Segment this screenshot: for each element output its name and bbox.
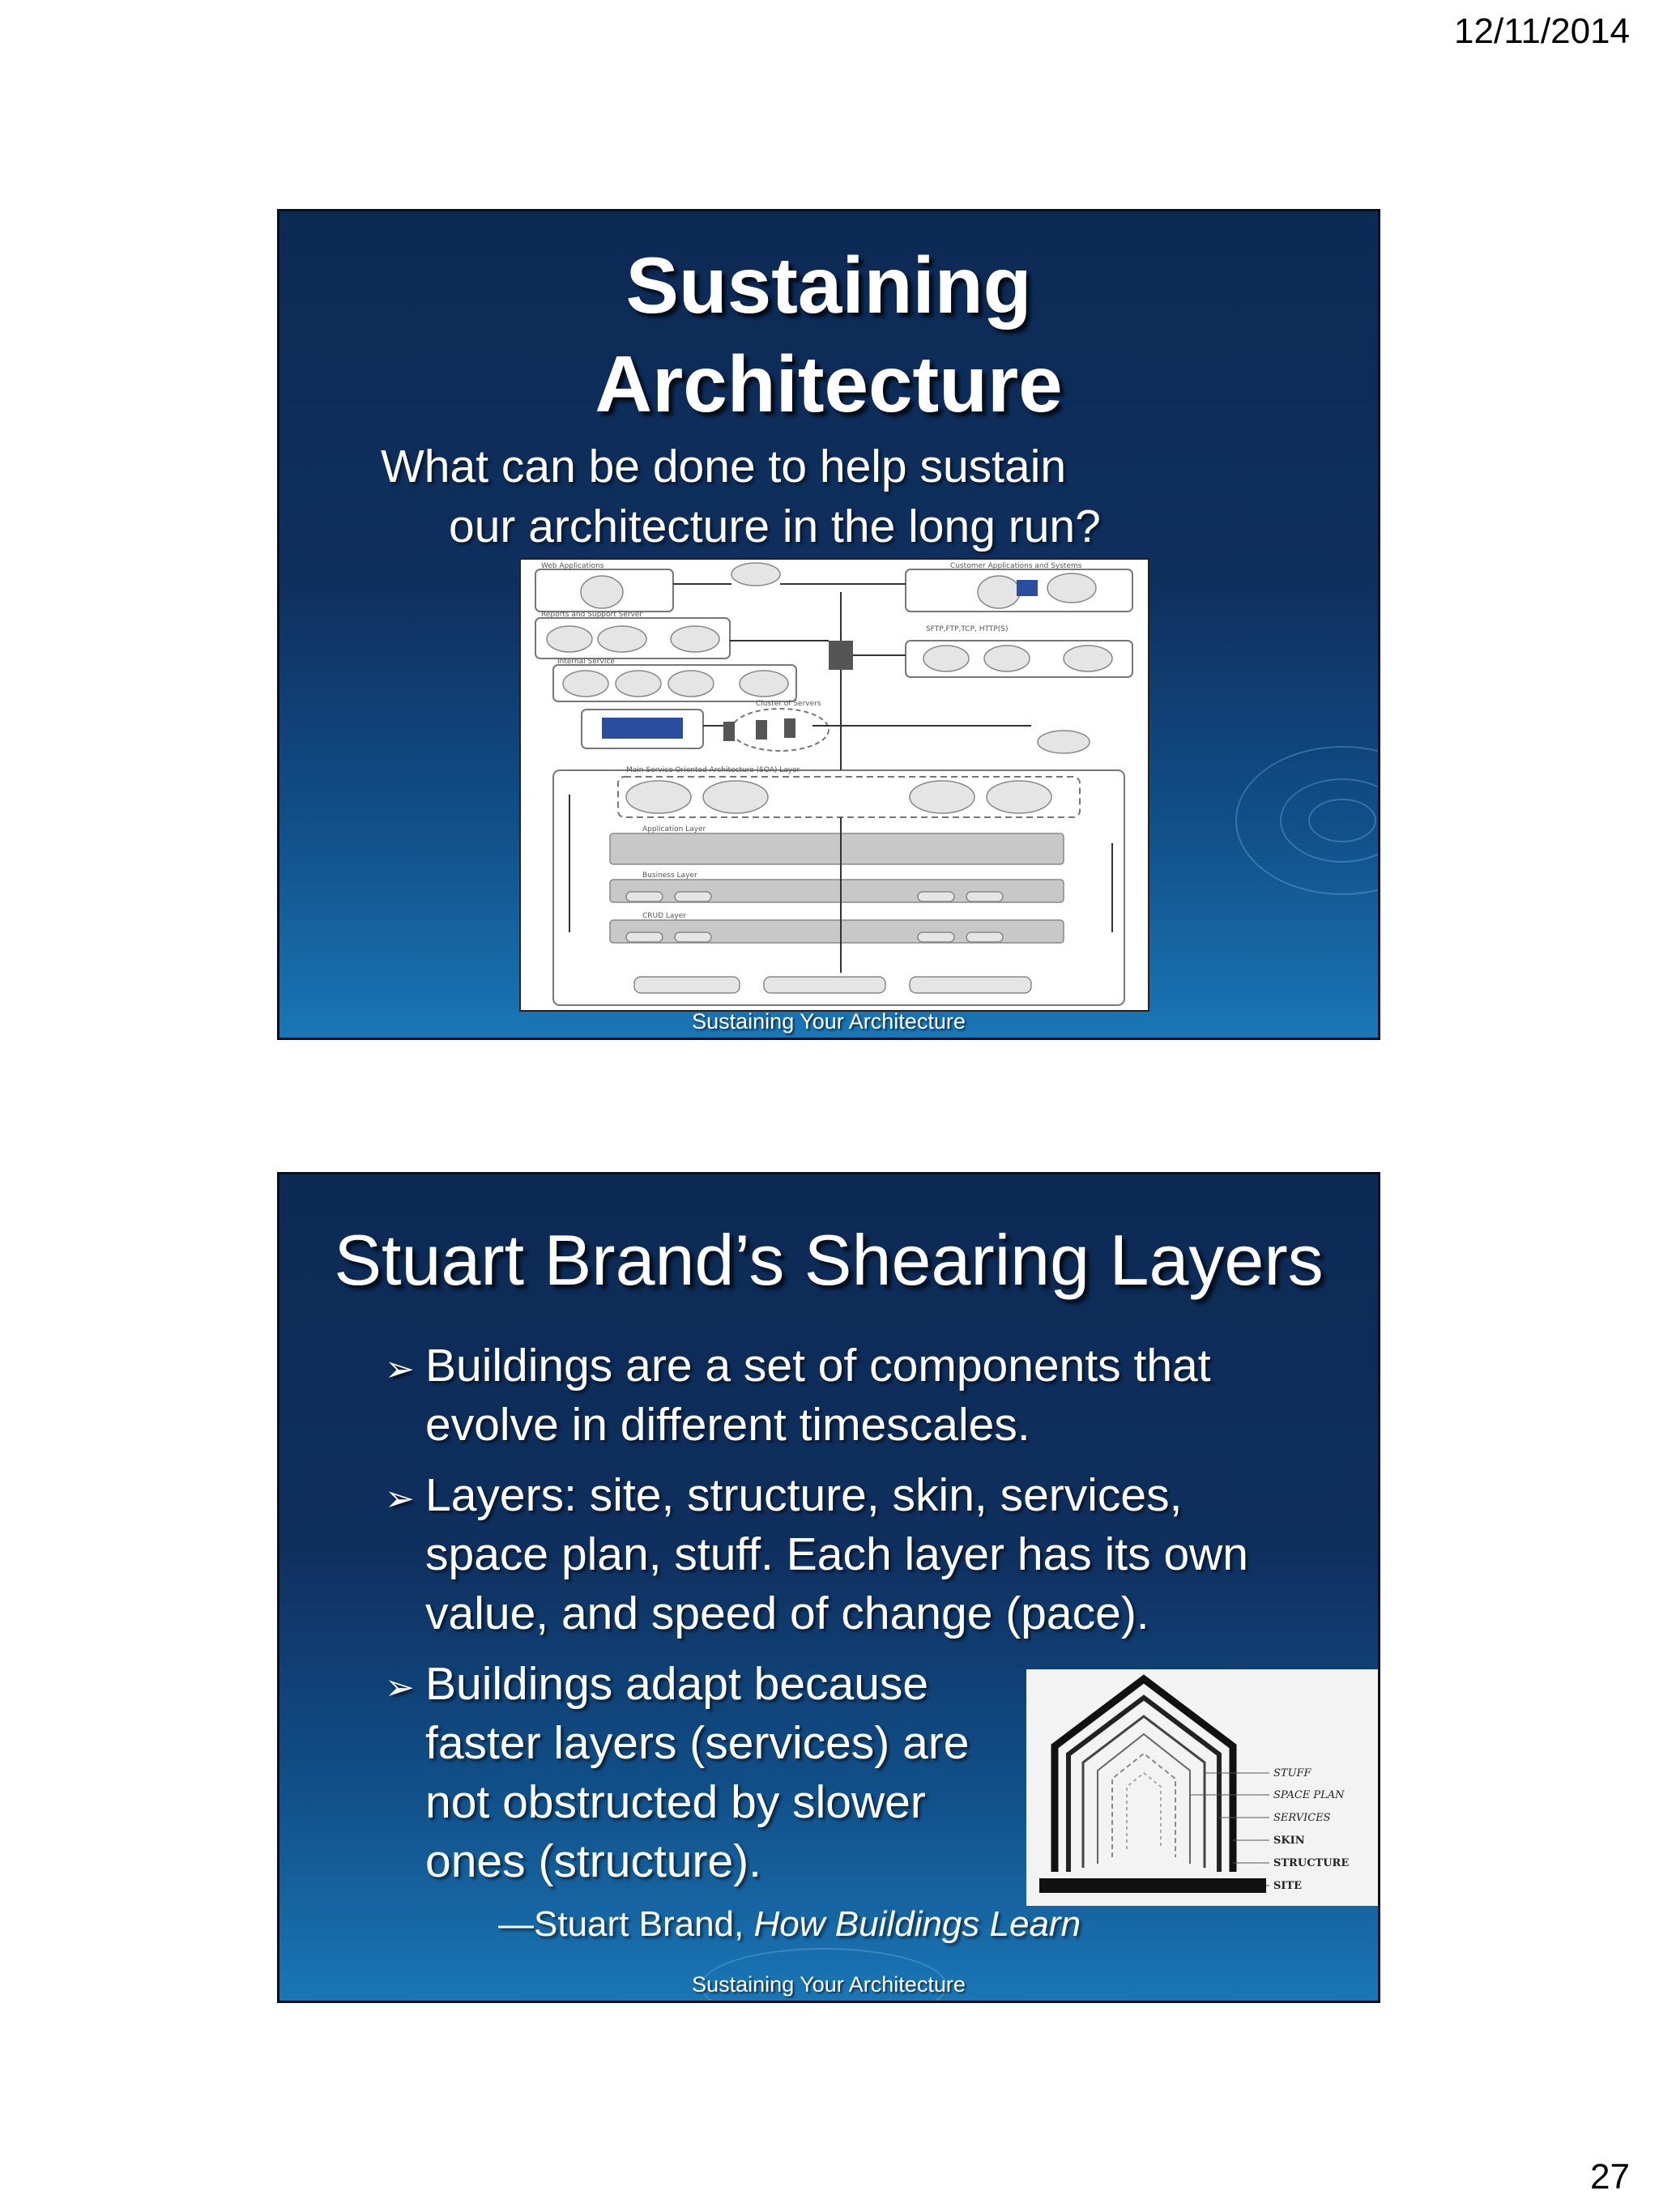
bullet-line: faster layers (services) are bbox=[425, 1717, 970, 1769]
svg-text:Reports and Support Server: Reports and Support Server bbox=[541, 611, 643, 619]
bullet-item bbox=[385, 1336, 1357, 1455]
title-line: Architecture bbox=[595, 339, 1063, 428]
question-line: our architecture in the long run? bbox=[449, 501, 1101, 552]
page-number: 27 bbox=[1590, 2157, 1630, 2197]
bullet-item bbox=[385, 1655, 1041, 1891]
slide-sustaining-architecture bbox=[277, 209, 1380, 1040]
svg-text:SFTP,FTP,TCP, HTTP(S): SFTP,FTP,TCP, HTTP(S) bbox=[926, 625, 1009, 633]
shearing-layers-image bbox=[1026, 1669, 1380, 1906]
arrow-bullet-icon: ➢ bbox=[385, 1479, 415, 1519]
bullet-line: Buildings adapt because bbox=[425, 1658, 929, 1710]
arrow-bullet-icon: ➢ bbox=[385, 1668, 415, 1707]
citation-author: —Stuart Brand, bbox=[498, 1904, 754, 1944]
ripple-decoration bbox=[1235, 746, 1380, 895]
layer-label-structure: STRUCTURE bbox=[1273, 1857, 1350, 1869]
bullet-line: evolve in different timescales. bbox=[425, 1399, 1030, 1451]
slide-shearing-layers bbox=[277, 1172, 1380, 2003]
svg-text:Internal Service: Internal Service bbox=[557, 658, 615, 666]
svg-text:CRUD Layer: CRUD Layer bbox=[642, 912, 687, 920]
bullet-line: not obstructed by slower bbox=[425, 1776, 926, 1828]
slide-title: Stuart Brand’s Shearing Layers bbox=[334, 1220, 1324, 1300]
bullet-item bbox=[385, 1466, 1357, 1643]
bullet-line: Buildings are a set of components that bbox=[425, 1340, 1211, 1392]
bullet-line: value, and speed of change (pace). bbox=[425, 1588, 1149, 1639]
slide-title bbox=[279, 236, 1378, 433]
title-line: Sustaining bbox=[625, 241, 1032, 330]
layer-label-space-plan: SPACE PLAN bbox=[1273, 1789, 1345, 1801]
layer-label-services: SERVICES bbox=[1273, 1812, 1331, 1824]
svg-text:Cluster of Servers: Cluster of Servers bbox=[756, 700, 821, 708]
svg-text:Application Layer: Application Layer bbox=[642, 825, 706, 833]
slide-footer: Sustaining Your Architecture bbox=[692, 1972, 966, 1997]
layer-label-stuff: STUFF bbox=[1273, 1767, 1311, 1779]
shearing-layers-diagram bbox=[1026, 1669, 1380, 1906]
page-date: 12/11/2014 bbox=[1454, 11, 1630, 51]
bullet-line: space plan, stuff. Each layer has its own bbox=[425, 1528, 1249, 1580]
svg-text:Main Service Oriented Architec: Main Service Oriented Architecture (SOA) Layer bbox=[626, 766, 800, 774]
svg-text:Business Layer: Business Layer bbox=[642, 872, 697, 880]
bullet-line: Layers: site, structure, skin, services, bbox=[425, 1469, 1183, 1521]
arrow-bullet-icon: ➢ bbox=[385, 1349, 415, 1389]
layer-label-skin: SKIN bbox=[1273, 1835, 1305, 1847]
citation-book-title: How Buildings Learn bbox=[753, 1904, 1081, 1944]
soa-architecture-diagram bbox=[519, 558, 1149, 1012]
question-line: What can be done to help sustain bbox=[381, 441, 1067, 492]
architecture-diagram-image bbox=[521, 560, 1148, 1010]
slide-footer: Sustaining Your Architecture bbox=[692, 1009, 966, 1034]
citation bbox=[498, 1904, 1081, 1945]
layer-label-site: SITE bbox=[1273, 1880, 1303, 1892]
svg-text:Customer Applications and Syst: Customer Applications and Systems bbox=[950, 562, 1082, 570]
bullet-line: ones (structure). bbox=[425, 1835, 761, 1887]
svg-text:Web Applications: Web Applications bbox=[541, 562, 604, 570]
slide-question bbox=[381, 437, 1101, 556]
